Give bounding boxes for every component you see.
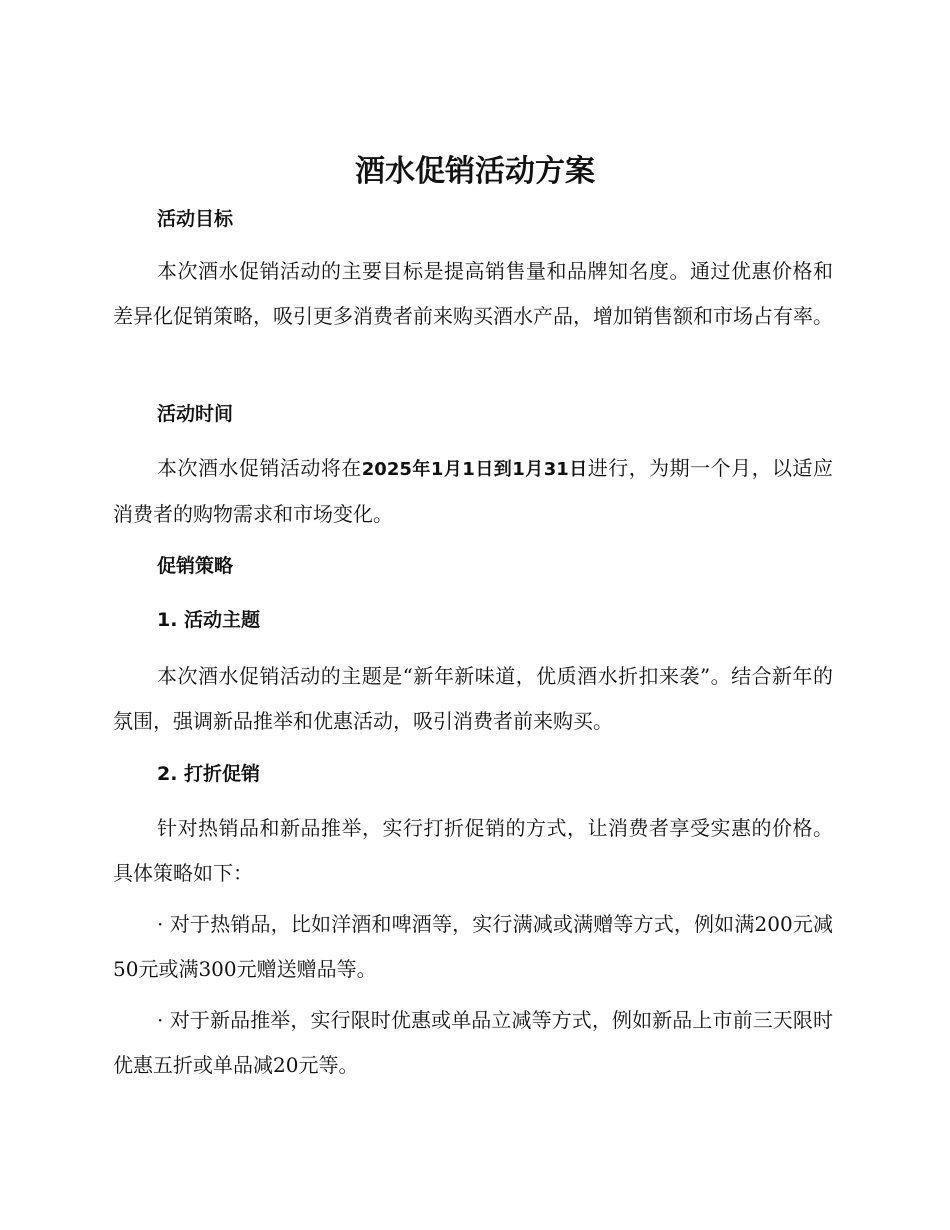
bullet-hot-products: · 对于热销品，比如洋酒和啤酒等，实行满减或满赠等方式，例如满200元减50元或满300元赠送赠品等。	[113, 912, 833, 981]
document-title: 酒水促销活动方案	[355, 154, 595, 189]
section-heading-goal: 活动目标	[157, 208, 234, 230]
time-text-after: 进行，为期一个月，以适应消费者的购物需求和市场变化。	[113, 456, 833, 526]
time-text-before: 本次酒水促销活动将在	[157, 456, 362, 480]
section-heading-time: 活动时间	[157, 403, 234, 425]
bullet-new-products: · 对于新品推举，实行限时优惠或单品立减等方式，例如新品上市前三天限时优惠五折或单品减20元等。	[113, 1008, 833, 1077]
subheading-theme: 1. 活动主题	[157, 609, 261, 631]
paragraph-discount: 针对热销品和新品推举，实行打折促销的方式，让消费者享受实惠的价格。具体策略如下：	[113, 816, 833, 885]
paragraph-time	[113, 446, 833, 537]
paragraph-theme: 本次酒水促销活动的主题是“新年新味道，优质酒水折扣来袭”。结合新年的氛围，强调新品推举和优惠活动，吸引消费者前来购买。	[113, 664, 833, 733]
subheading-discount: 2. 打折促销	[157, 763, 261, 785]
time-date-range: 2025年1月1日到1月31日	[361, 459, 588, 480]
paragraph-goal: 本次酒水促销活动的主要目标是提高销售量和品牌知名度。通过优惠价格和差异化促销策略，吸引更多消费者前来购买酒水产品，增加销售额和市场占有率。	[113, 259, 833, 328]
section-heading-strategy: 促销策略	[157, 555, 234, 577]
